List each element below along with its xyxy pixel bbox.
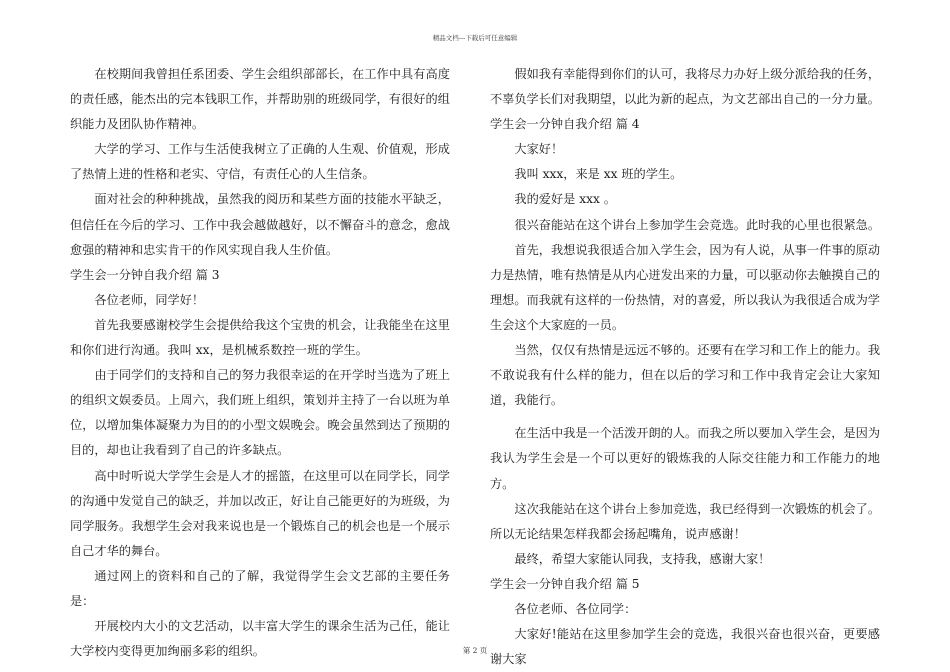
paragraph: 这次我能站在这个讲台上参加竞选，我已经得到一次锻炼的机会了。所以无论结果怎样我都会扬起嘴角，说声感谢！ (490, 501, 881, 541)
paragraph: 由于同学们的支持和自己的努力我很幸运的在开学时当选为了班上的组织文娱委员。上周六，我们班上组织，策划并主持了一台以班为单位，以增加集体凝聚力为目的的小型文娱晚会。晚会虽然到达了预期的目的，却也让我看到了自己的许多缺点。 (70, 368, 450, 458)
paragraph: 首先我要感谢校学生会提供给我这个宝贵的机会，让我能坐在这里和你们进行沟通。我叫 xx，是机械系数控一班的学生。 (70, 317, 450, 358)
paragraph: 在校期间我曾担任系团委、学生会组织部部长，在工作中具有高度的责任感，能杰出的完本钱职工作，并帮助别的班级同学，有很好的组织能力及团队协作精神。 (70, 67, 450, 132)
paragraph: 大家好!能站在这里参加学生会的竞选，我很兴奋也很兴奋，更要感谢大家 (490, 627, 880, 667)
paragraph: 通过网上的资料和自己的了解，我觉得学生会文艺部的主要任务是： (70, 568, 450, 608)
section-heading: 学生会一分钟自我介绍 篇 5 (490, 576, 640, 591)
paragraph: 各位老师、各位同学： (514, 601, 637, 616)
paragraph: 在生活中我是一个活泼开朗的人。而我之所以要加入学生会，是因为我认为学生会是一个可以更好的锻炼我的人际交往能力和工作能力的地方。 (490, 426, 881, 491)
paragraph: 当然，仅仅有热情是远远不够的。还要有在学习和工作上的能力。我不敢说我有什么样的能力，但在以后的学习和工作中我肯定会让大家知道，我能行。 (490, 343, 881, 408)
left-column (70, 62, 450, 664)
page-header: 精品文档---下载后可任意编辑 (432, 34, 518, 42)
paragraph: 很兴奋能站在这个讲台上参加学生会竞选。此时我的心里也很紧急。 (514, 217, 881, 232)
section-heading: 学生会一分钟自我介绍 篇 4 (490, 117, 640, 132)
right-column (490, 62, 880, 672)
page-number: 第 2 页 (462, 646, 488, 655)
paragraph: 大家好！ (514, 142, 564, 157)
paragraph: 最终，希望大家能认同我，支持我，感谢大家！ (514, 551, 771, 566)
paragraph: 开展校内大小的文艺活动，以丰富大学生的课余生活为己任，能让大学校内变得更加绚丽多彩的组织。 (70, 619, 450, 659)
paragraph: 我叫 xxx，来是 xx 班的学生。 (514, 167, 683, 182)
paragraph: 首先，我想说我很适合加入学生会，因为有人说，从事一件事的原动力是热情，唯有热情是从内心迸发出来的力量，可以驱动你去触摸自己的理想。而我就有这样的一份热情，对的喜爱，所以我认为我很适合成为学生会这个大家庭的一员。 (490, 242, 881, 332)
paragraph: 高中时听说大学学生会是人才的摇篮，在这里可以在同学长，同学的沟通中发觉自己的缺乏，并加以改正，好让自己能更好的为班级，为同学服务。我想学生会对我来说也是一个锻炼自己的机会也是一个展示自己才华的舞台。 (70, 468, 450, 558)
section-heading: 学生会一分钟自我介绍 篇 3 (70, 267, 220, 282)
paragraph: 我的爱好是 xxx 。 (514, 192, 616, 207)
paragraph: 假如我有幸能得到你们的认可，我将尽力办好上级分派给我的任务，不辜负学长们对我期望，以此为新的起点，为文艺部出自己的一分力量。 (490, 67, 881, 107)
paragraph: 各位老师，同学好！ (94, 292, 205, 307)
paragraph: 大学的学习、工作与生活使我树立了正确的人生观、价值观，形成了热情上进的性格和老实、守信，有责任心的人生信条。 (70, 142, 450, 182)
paragraph: 面对社会的种种挑战，虽然我的阅历和某些方面的技能水平缺乏，但信任在今后的学习、工作中我会越做越好，以不懈奋斗的意念，愈战愈强的精神和忠实肯干的作风实现自我人生价值。 (70, 192, 450, 257)
